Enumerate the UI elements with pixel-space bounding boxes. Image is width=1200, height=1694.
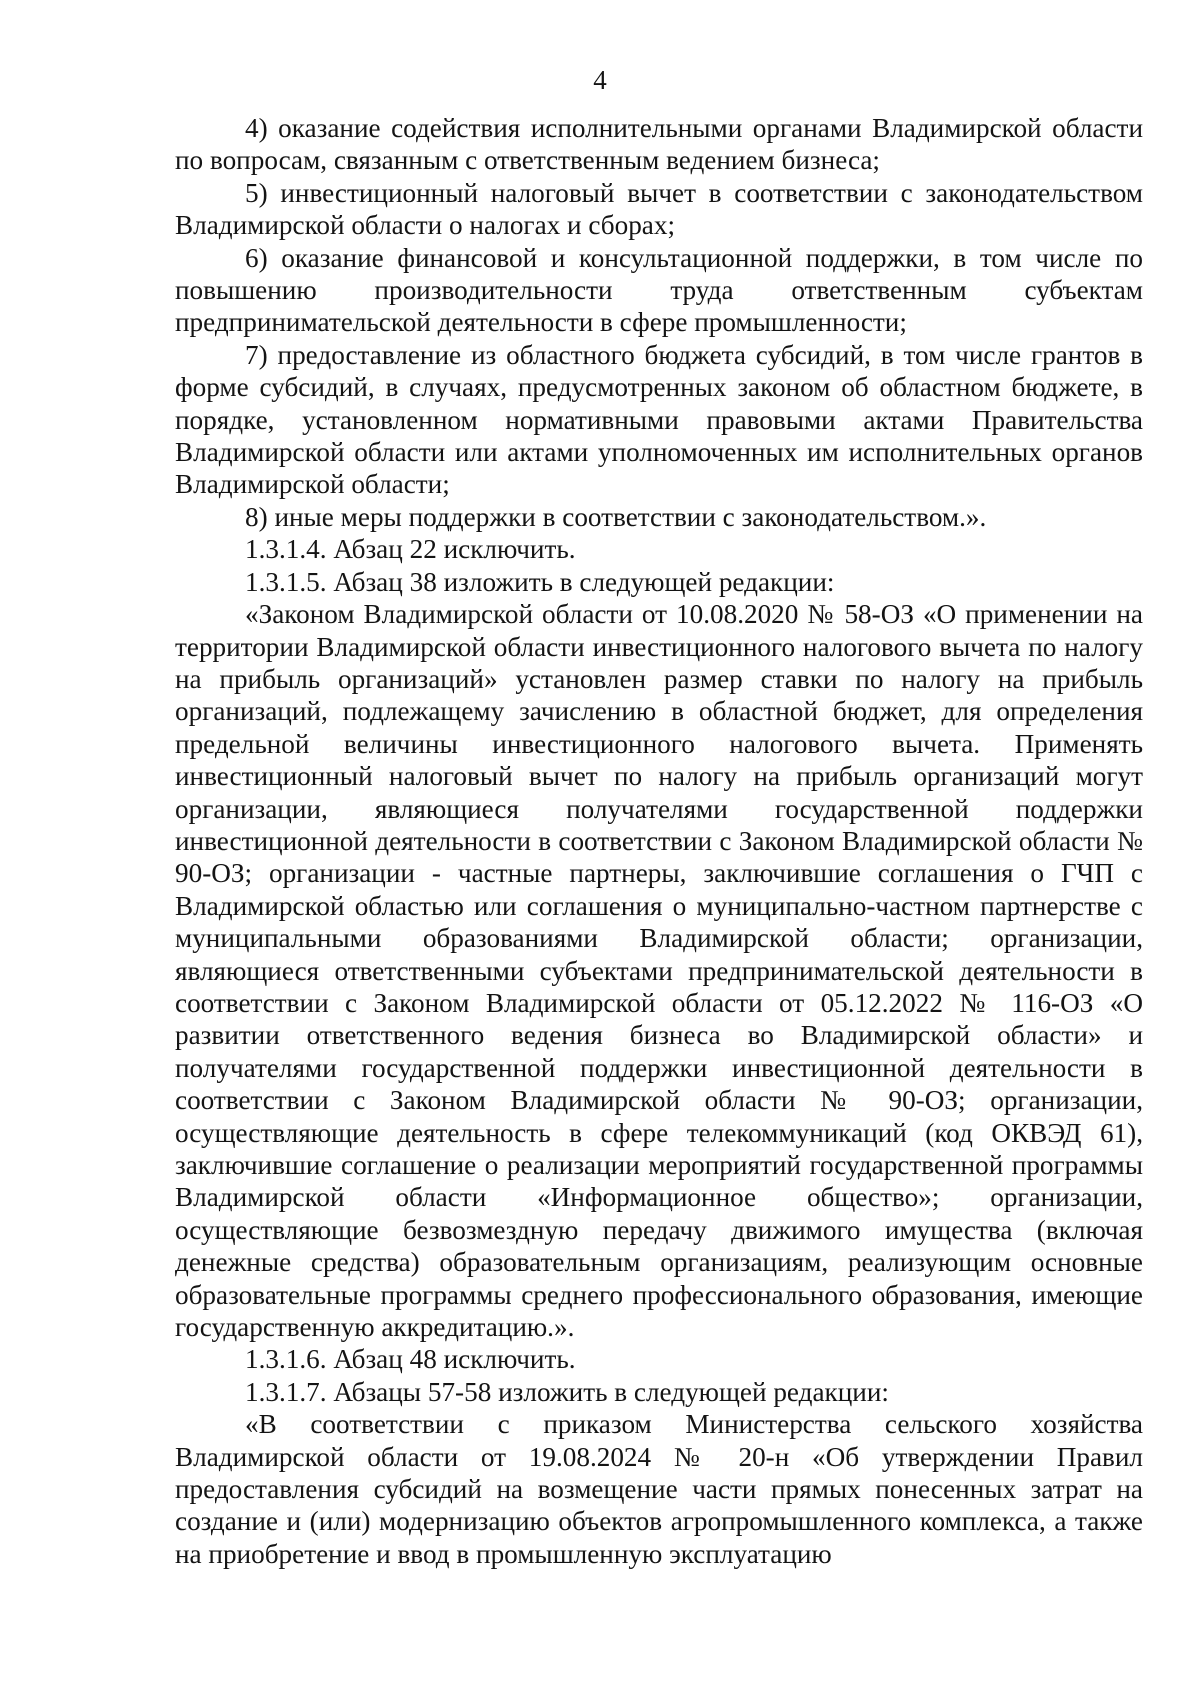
document-body <box>175 112 1143 1570</box>
paragraph-support-measure-5: 5) инвестиционный налоговый вычет в соответствии с законодательством Владимирской области о налогах и сборах; <box>175 177 1143 241</box>
paragraph-clause-1-3-1-5: 1.3.1.5. Абзац 38 изложить в следующей редакции: <box>245 566 835 597</box>
page-number: 4 <box>593 65 607 95</box>
paragraph-clause-1-3-1-6: 1.3.1.6. Абзац 48 исключить. <box>245 1344 576 1375</box>
paragraph-abzac-38-text: «Законом Владимирской области от 10.08.2020 № 58-ОЗ «О применении на территории Владимирской области инвестиционного налогового вычета по налогу на прибыль организаций» установлен размер ставки по налогу на прибыль организаций, подлежащему зачислению в областной бюджет, для определения предельной величины инвестиционного налогового вычета. Применять инвестиционный налоговый вычет по налогу на прибыль организаций могут организации, являющиеся получателями государственной поддержки инвестиционной деятельности в соответствии с Законом Владимирской области № 90-ОЗ; организации - частные партнеры, заключившие соглашения о ГЧП с Владимирской областью или соглашения о муниципально-частном партнерстве с муниципальными образованиями Владимирской области; организации, являющиеся ответственными субъектами предпринимательской деятельности в соответствии с Законом Владимирской области от 05.12.2022 № 116-ОЗ «О развитии ответственного ведения бизнеса во Владимирской области» и получателями государственной поддержки инвестиционной деятельности в соответствии с Законом Владимирской области № 90-ОЗ; организации, осуществляющие деятельность в сфере телекоммуникаций (код ОКВЭД 61), заключившие соглашение о реализации мероприятий государственной программы Владимирской области «Информационное общество»; организации, осуществляющие безвозмездную передачу движимого имущества (включая денежные средства) образовательным организациям, реализующим основные образовательные программы среднего профессионального образования, имеющие государственную аккредитацию.». <box>175 599 1143 1343</box>
paragraph-clause-1-3-1-4: 1.3.1.4. Абзац 22 исключить. <box>245 534 576 565</box>
paragraph-clause-1-3-1-7: 1.3.1.7. Абзацы 57-58 изложить в следующей редакции: <box>245 1376 889 1407</box>
paragraph-support-measure-7: 7) предоставление из областного бюджета субсидий, в том числе грантов в форме субсидий, в случаях, предусмотренных законом об областном бюджете, в порядке, установленном нормативными правовыми актами Правительства Владимирской области или актами уполномоченных им исполнительных органов Владимирской области; <box>175 339 1143 500</box>
paragraph-abzac-57-58-text: «В соответствии с приказом Министерства сельского хозяйства Владимирской области от 19.08.2024 № 20-н «Об утверждении Правил предоставления субсидий на возмещение части прямых понесенных затрат на создание и (или) модернизацию объектов агропромышленного комплекса, а также на приобретение и ввод в промышленную эксплуатацию <box>175 1409 1143 1569</box>
paragraph-support-measure-6: 6) оказание финансовой и консультационной поддержки, в том числе по повышению производительности труда ответственным субъектам предпринимательской деятельности в сфере промышленности; <box>175 242 1143 338</box>
paragraph-support-measure-4: 4) оказание содействия исполнительными органами Владимирской области по вопросам, связанным с ответственным ведением бизнеса; <box>175 113 1143 176</box>
paragraph-support-measure-8: 8) иные меры поддержки в соответствии с законодательством.». <box>245 501 987 532</box>
